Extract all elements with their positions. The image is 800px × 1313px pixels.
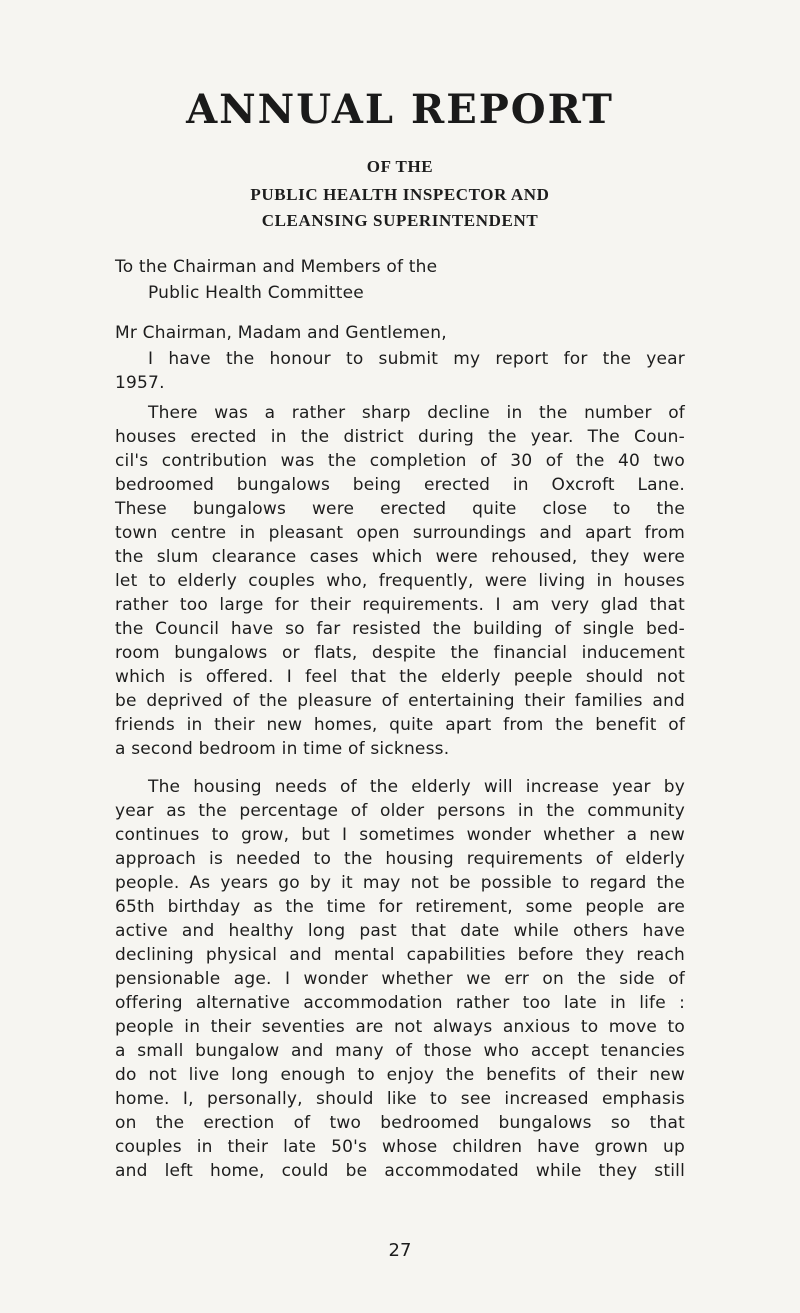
page-number: 27 [388,1240,412,1261]
paragraph-line: The housing needs of the elderly will increase year by [148,777,685,797]
salutation: Mr Chairman, Madam and Gentlemen, [115,323,447,343]
paragraph-line: year as the percentage of older persons in the community [115,801,685,821]
paragraph-line: people. As years go by it may not be possible to regard the [115,873,685,893]
paragraph-line: on the erection of two bedroomed bungalows so that [115,1113,685,1133]
paragraph-line: a second bedroom in time of sickness. [115,739,450,759]
paragraph-line: declining physical and mental capabilities before they reach [115,945,685,965]
paragraph-line: which is offered. I feel that the elderly peeple should not [115,667,685,687]
report-subtitle-cleansing-superintendent: CLEANSING SUPERINTENDENT [261,211,539,230]
paragraph-line: 65th birthday as the time for retirement, some people are [115,897,685,917]
report-subtitle-of-the: OF THE [366,157,434,176]
paragraph-line: cil's contribution was the completion of 30 of the 40 two [115,451,685,471]
paragraph-line: do not live long enough to enjoy the benefits of their new [115,1065,685,1085]
paragraph-line: friends in their new homes, quite apart from the benefit of [115,715,685,735]
paragraph-line: offering alternative accommodation rather too late in life : [115,993,685,1013]
paragraph-line: the slum clearance cases which were rehoused, they were [115,547,685,567]
report-subtitle-public-health-inspector: PUBLIC HEALTH INSPECTOR AND [250,185,550,204]
paragraph-line: and left home, could be accommodated while they still [115,1161,685,1181]
paragraph-line: let to elderly couples who, frequently, were living in houses [115,571,685,591]
paragraph-line: home. I, personally, should like to see increased emphasis [115,1089,685,1109]
paragraph-line: town centre in pleasant open surroundings and apart from [115,523,685,543]
report-title: ANNUAL REPORT [186,86,614,133]
paragraph-line: bedroomed bungalows being erected in Oxcroft Lane. [115,475,685,495]
paragraph-line: continues to grow, but I sometimes wonder whether a new [115,825,685,845]
paragraph-line: a small bungalow and many of those who accept tenancies [115,1041,685,1061]
paragraph-line: active and healthy long past that date while others have [115,921,685,941]
paragraph-line: houses erected in the district during the year. The Coun- [115,427,685,447]
paragraph-line: pensionable age. I wonder whether we err on the side of [115,969,685,989]
paragraph-line: couples in their late 50's whose children have grown up [115,1137,685,1157]
paragraph-line: room bungalows or flats, despite the financial inducement [115,643,685,663]
paragraph-line: be deprived of the pleasure of entertaining their families and [115,691,685,711]
address-line: Public Health Committee [148,283,364,303]
paragraph-line: These bungalows were erected quite close to the [115,499,685,519]
paragraph-line: approach is needed to the housing requirements of elderly [115,849,685,869]
paragraph-line: the Council have so far resisted the building of single bed- [115,619,685,639]
paragraph-line: There was a rather sharp decline in the number of [148,403,685,423]
address-line: To the Chairman and Members of the [115,257,438,277]
paragraph-line: I have the honour to submit my report for the year [148,349,685,369]
paragraph-line: people in their seventies are not always anxious to move to [115,1017,685,1037]
paragraph-line: rather too large for their requirements. I am very glad that [115,595,685,615]
paragraph-line: 1957. [115,373,165,393]
